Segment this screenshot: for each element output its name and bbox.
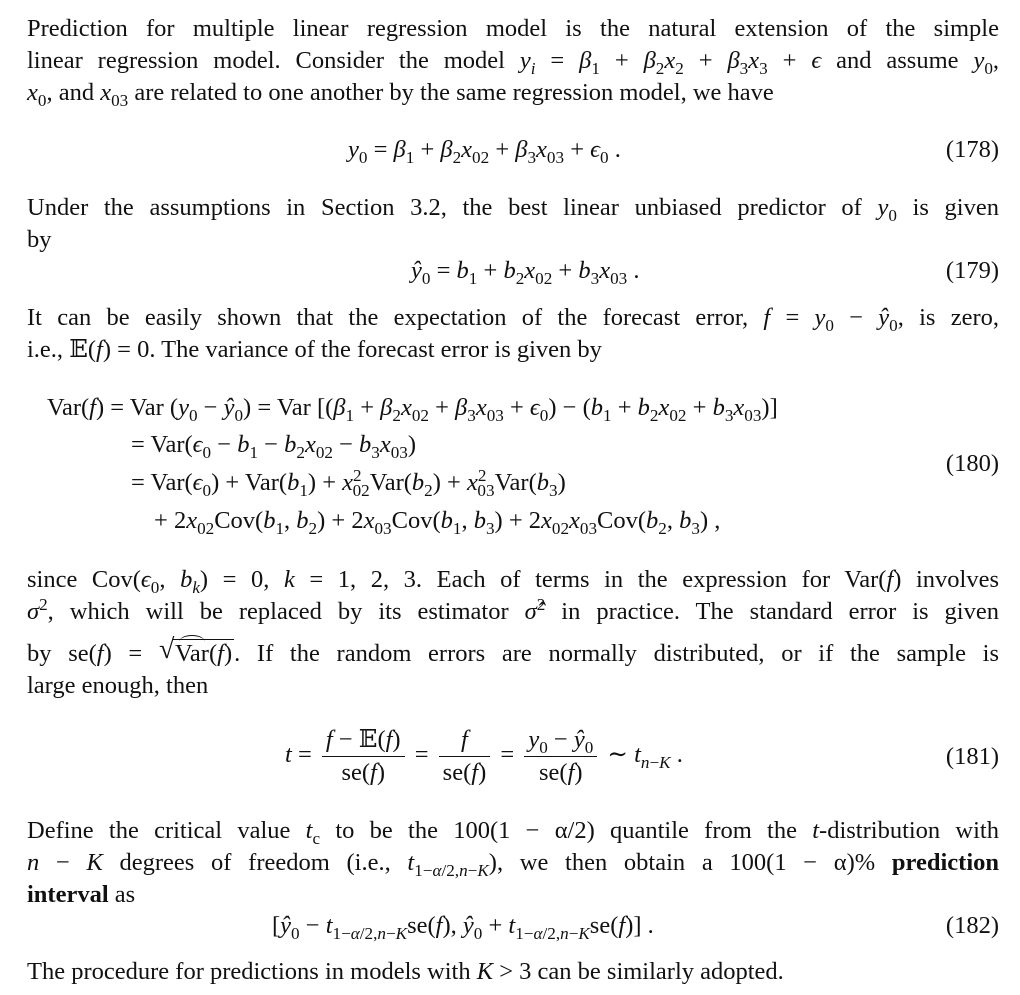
paragraph-conclusion bbox=[27, 956, 999, 988]
equation-number-179: (179) bbox=[945, 257, 999, 284]
paragraph-standard-error bbox=[27, 564, 999, 702]
equation-179: $ŷ_0 = b_1 + b_2x_{02} + b_3x_{03}$ . bbox=[411, 257, 640, 288]
text-line: linear regression model. Consider the model $y_i = \beta_1 + \beta_2x_2 + \beta_3x_3 + \epsilon$ and assume $y_0$, bbox=[27, 47, 1000, 78]
equation-178: $y_0 = \beta_1 + \beta_2x_{02} + \beta_3x_{03} + \epsilon_0$ . bbox=[348, 136, 621, 167]
equation-181: t = $\frac{\text{f − 𝔼(f)}}{se(f)}$ = $\frac{f}{se(f)}$ = $\frac{y_0 - ŷ_0}{se(f)}$ ∼ $t_{n-K}$ . bbox=[285, 726, 683, 786]
text-line: n − K degrees of freedom (i.e., $t_{1-\alpha/2,n-K}$), we then obtain a 100(1 − α)% prediction bbox=[27, 849, 1000, 880]
equation-number-182: (182) bbox=[945, 912, 999, 939]
text-line: Prediction for multiple linear regression model is the natural extension of the simple bbox=[27, 15, 999, 42]
equation-180-line-4: + $2x_{02}Cov(b_1$, $b_2) + 2x_{03}Cov(b_1$, $b_3) + 2x_{02}x_{03}Cov(b_2$, $b_3$) , bbox=[154, 507, 721, 538]
equation-182: [$ŷ_0 - t_{1-\alpha/2,n-K}se(f)$, $ŷ_0 + t_{1-\alpha/2,n-K}se(f)$] . bbox=[272, 912, 654, 943]
equation-number-181: (181) bbox=[945, 743, 999, 770]
paragraph-critical-value bbox=[27, 815, 999, 911]
text-line: Under the assumptions in Section 3.2, the best linear unbiased predictor of $y_0$ is given bbox=[27, 194, 999, 225]
fraction: $\frac{\text{f − 𝔼(f)}}{se(f)}$ bbox=[322, 726, 405, 787]
text-line: interval as bbox=[27, 881, 136, 908]
text-line: Define the critical value $t_c$ to be the 100(1 − α/2) quantile from the t-distribution with bbox=[27, 817, 999, 848]
fraction: $\frac{f}{se(f)}$ bbox=[439, 726, 491, 787]
equation-180-line-2: = $Var(\epsilon_0 - b_1 - b_2x_{02} - b_3x_{03})$ bbox=[131, 431, 417, 462]
text-line: by bbox=[27, 226, 52, 253]
text-line: since $Cov(\epsilon_0$, $b_k) = 0$, k = 1, 2, 3. Each of terms in the expression for Var(f) involves bbox=[27, 566, 1000, 597]
text-line: large enough, then bbox=[27, 672, 209, 699]
equation-180-line-1: Var(f) = Var ($y_0$ − $ŷ_0$) = Var $[(\beta_1 + \beta_2x_{02} + \beta_3x_{03} + \epsilon_0) - (b_1 + b_2x_{02} + b_3x_{03})]$ bbox=[47, 394, 778, 425]
paragraph-intro bbox=[27, 13, 999, 109]
equation-number-180: (180) bbox=[945, 450, 999, 477]
text-line: It can be easily shown that the expectation of the forecast error, $f = y_0$ − $ŷ_0$, is zero, bbox=[27, 304, 999, 335]
equation-number-178: (178) bbox=[945, 136, 999, 163]
fraction: $\frac{y_0 - ŷ_0}{se(f)}$ bbox=[524, 726, 597, 787]
text-line: by se(f) = √ Var(f). If the random errors are normally distributed, or if the sample is bbox=[27, 638, 999, 670]
paragraph-predictor bbox=[27, 192, 999, 256]
text-line: $\sigma^2$, which will be replaced by its estimator σ̂$^2$ in practice. The standard error is given bbox=[27, 594, 999, 625]
equation-180-line-3: = $Var(\epsilon_0) + Var(b_1) + x^2_{02}Var(b_2) + x^2_{03}Var(b_3)$ bbox=[131, 465, 566, 500]
text-line: $x_0$, and $x_{03}$ are related to one another by the same regression model, we have bbox=[27, 79, 774, 110]
paragraph-forecast-error bbox=[27, 302, 999, 366]
text-line: i.e., 𝔼(f) = 0. The variance of the forecast error is given by bbox=[27, 336, 602, 363]
text-line: The procedure for predictions in models with K > 3 can be similarly adopted. bbox=[27, 958, 784, 985]
